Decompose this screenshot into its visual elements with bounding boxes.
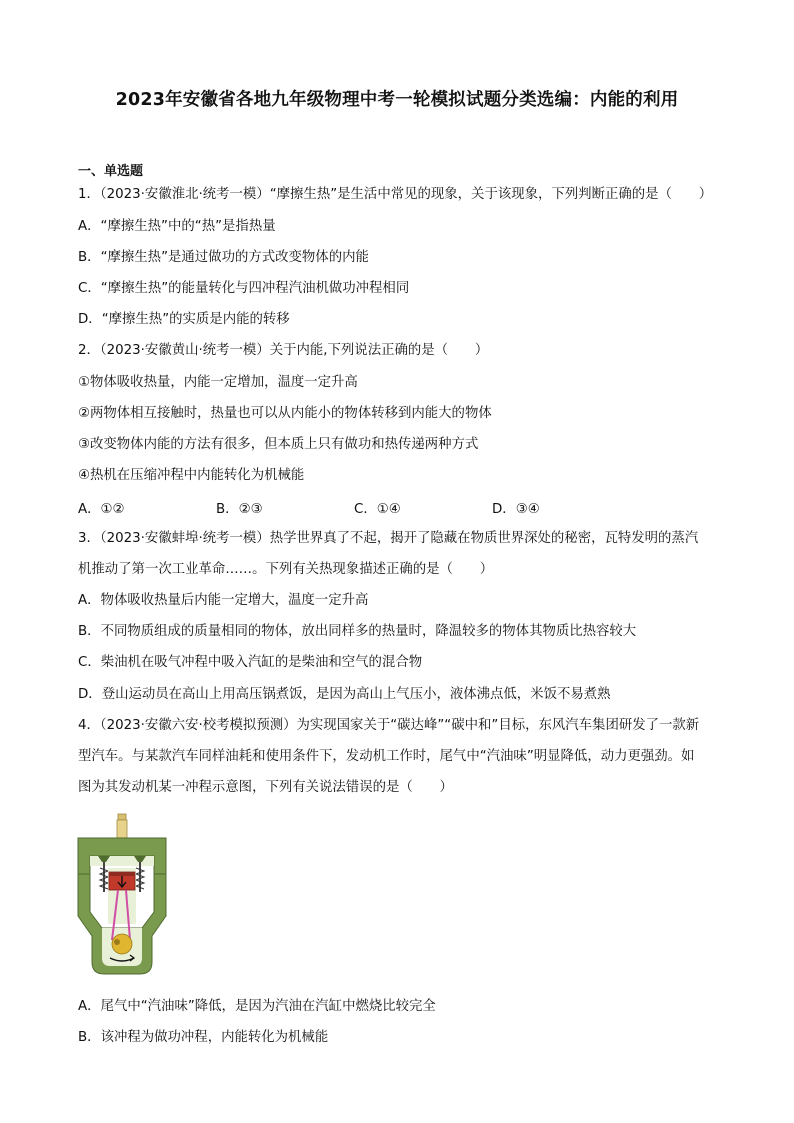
piston-ring xyxy=(109,872,135,876)
q3-stem-line-2: 机推动了第一次工业革命……。下列有关热现象描述正确的是（ ） xyxy=(78,562,494,577)
q2-statement-3: ③改变物体内能的方法有很多，但本质上只有做功和热传递两种方式 xyxy=(78,437,479,452)
q1-option-c: C．“摩擦生热”的能量转化与四冲程汽油机做功冲程相同 xyxy=(78,281,410,296)
spark-plug-tip xyxy=(118,814,126,820)
spark-plug-body xyxy=(117,820,127,838)
q4-stem-line-1: 4．（2023·安徽六安·校考模拟预测）为实现国家关于“碳达峰”“碳中和”目标，东风汽车集团研发了一款新 xyxy=(78,718,700,733)
q1-option-b: B．“摩擦生热”是通过做功的方式改变物体的内能 xyxy=(78,250,369,265)
q4-option-b: B．该冲程为做功冲程，内能转化为机械能 xyxy=(78,1030,329,1045)
q4-option-a: A．尾气中“汽油味”降低，是因为汽油在汽缸中燃烧比较完全 xyxy=(78,999,436,1014)
q4-stem-line-3: 图为其发动机某一冲程示意图，下列有关说法错误的是（ ） xyxy=(78,780,453,795)
q4-stem-line-2: 型汽车。与某款汽车同样油耗和使用条件下，发动机工作时，尾气中“汽油味”明显降低，动力更强劲。如 xyxy=(78,749,695,764)
engine-svg xyxy=(72,812,172,978)
crank-pin xyxy=(114,939,120,945)
q3-option-a: A．物体吸收热量后内能一定增大，温度一定升高 xyxy=(78,593,369,608)
q3-option-d: D．登山运动员在高山上用高压锅煮饭，是因为高山上气压小，液体沸点低，米饭不易煮熟 xyxy=(78,687,611,702)
q1-stem: 1．（2023·安徽淮北·统考一模）“摩擦生热”是生活中常见的现象，关于该现象，下列判断正确的是（ ） xyxy=(78,187,713,202)
q1-option-d: D．“摩擦生热”的实质是内能的转移 xyxy=(78,312,290,327)
q2-option-d: D．③④ xyxy=(492,502,540,517)
q2-statement-1: ①物体吸收热量，内能一定增加，温度一定升高 xyxy=(78,375,358,390)
q2-statement-4: ④热机在压缩冲程中内能转化为机械能 xyxy=(78,468,305,483)
q2-option-b: B．②③ xyxy=(216,502,263,517)
q2-stem: 2．（2023·安徽黄山·统考一模）关于内能,下列说法正确的是（ ） xyxy=(78,343,489,358)
engine-stroke-diagram xyxy=(72,812,172,978)
q2-statement-2: ②两物体相互接触时，热量也可以从内能小的物体转移到内能大的物体 xyxy=(78,406,492,421)
q3-stem-line-1: 3．（2023·安徽蚌埠·统考一模）热学世界真了不起，揭开了隐藏在物质世界深处的秘密，瓦特发明的蒸汽 xyxy=(78,531,699,546)
q2-option-c: C．①④ xyxy=(354,502,401,517)
q3-option-b: B．不同物质组成的质量相同的物体，放出同样多的热量时，降温较多的物体其物质比热容较大 xyxy=(78,624,637,639)
q1-option-a: A．“摩擦生热”中的“热”是指热量 xyxy=(78,219,276,234)
q3-option-c: C．柴油机在吸气冲程中吸入汽缸的是柴油和空气的混合物 xyxy=(78,655,423,670)
q2-option-a: A．①② xyxy=(78,502,125,517)
section-heading: 一、单选题 xyxy=(78,164,144,179)
document-title: 2023年安徽省各地九年级物理中考一轮模拟试题分类选编：内能的利用 xyxy=(115,90,679,110)
